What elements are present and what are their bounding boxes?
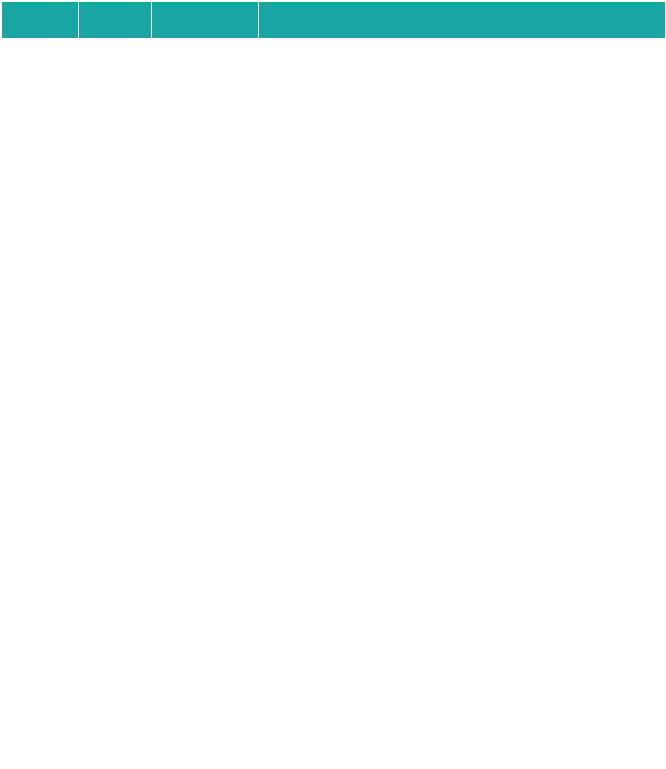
header-drawing (152, 2, 259, 39)
profiles-table (1, 1, 666, 39)
header-photo (79, 2, 152, 39)
table-header-row (2, 2, 666, 39)
header-name (2, 2, 79, 39)
header-desc (259, 2, 666, 39)
